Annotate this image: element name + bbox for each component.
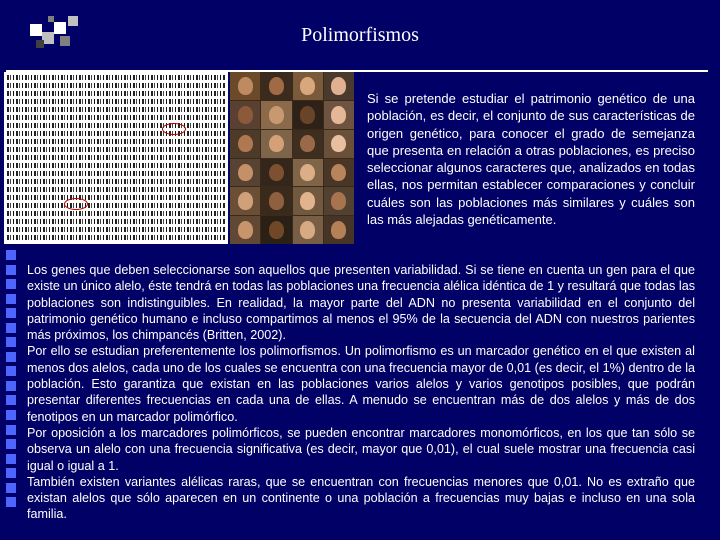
bullet-icon xyxy=(6,352,16,362)
intro-text: Si se pretende estudiar el patrimonio genético de una población, es decir, el conjunto de sus características de origen genético, para conocer el grado de semejanza que presenta en relación a otras poblaciones, es preciso seleccionar algunos caracteres que, analizados en todas ellas, nos permitan establecer comparaciones y concluir cuáles son las poblaciones más similares y cuáles son las más alejadas genéticamente. xyxy=(367,91,695,228)
dna-sequence-image xyxy=(4,72,228,244)
bullet-column xyxy=(6,250,18,512)
paragraph-variability: Los genes que deben seleccionarse son aquellos que presenten variabilidad. Si se tiene en cuenta un gen para el que existe un único alelo, éste tendrá en todas las poblaciones una frecuencia alélica idéntica de 1 y resultará que todas las poblaciones son indistinguibles. En realidad, la mayor parte del ADN no presenta variabilidad en el conjunto del patrimonio genético humano e incluso compartimos al menos el 95% de la secuencia del ADN con nuestros parientes más próximos, los chimpancés (Britten, 2002). xyxy=(27,263,695,343)
body-text xyxy=(27,262,695,523)
paragraph-polymorphism: Por ello se estudian preferentemente los polimorfismos. Un polimorfismo es un marcador genético en el que existen al menos dos alelos, cada uno de los cuales se encuentra con una frecuencia mayor de 0,01 (es decir, el 1%) dentro de la población. Esto garantiza que existan en las poblaciones varios alelos y varios genotipos posibles, que podrán presentar diferentes frecuencias en cada una de ellas. A menudo se encuentran más de dos alelos y más de dos fenotipos en un marcador polimórfico. xyxy=(27,344,695,424)
bullet-icon xyxy=(6,410,16,420)
slide-title: Polimorfismos xyxy=(301,24,419,46)
bullet-icon xyxy=(6,483,16,493)
bullet-icon xyxy=(6,425,16,435)
bullet-icon xyxy=(6,265,16,275)
bullet-icon xyxy=(6,468,16,478)
bullet-icon xyxy=(6,308,16,318)
bullet-icon xyxy=(6,279,16,289)
paragraph-monomorphic: Por oposición a los marcadores polimórficos, se pueden encontrar marcadores monomórficos, en los que tan sólo se observa un alelo con una frecuencia significativa (es decir, mayor que 0,01), el cual suele mostrar una frecuencia casi igual o igual a 1. xyxy=(27,425,695,473)
bullet-icon xyxy=(6,294,16,304)
paragraph-rare-variants: También existen variantes alélicas raras, que se encuentran con frecuencias menores que 0,01. No es extraño que existan alelos que sólo aparecen en un continente o una población a frecuencias muy bajas e incluso en una sola familia. xyxy=(27,474,695,522)
bullet-icon xyxy=(6,323,16,333)
bullet-icon xyxy=(6,337,16,347)
bullet-icon xyxy=(6,250,16,260)
faces-collage-image xyxy=(230,72,354,244)
bullet-icon xyxy=(6,439,16,449)
bullet-icon xyxy=(6,497,16,507)
bullet-icon xyxy=(6,454,16,464)
bullet-icon xyxy=(6,395,16,405)
bullet-icon xyxy=(6,381,16,391)
bullet-icon xyxy=(6,366,16,376)
